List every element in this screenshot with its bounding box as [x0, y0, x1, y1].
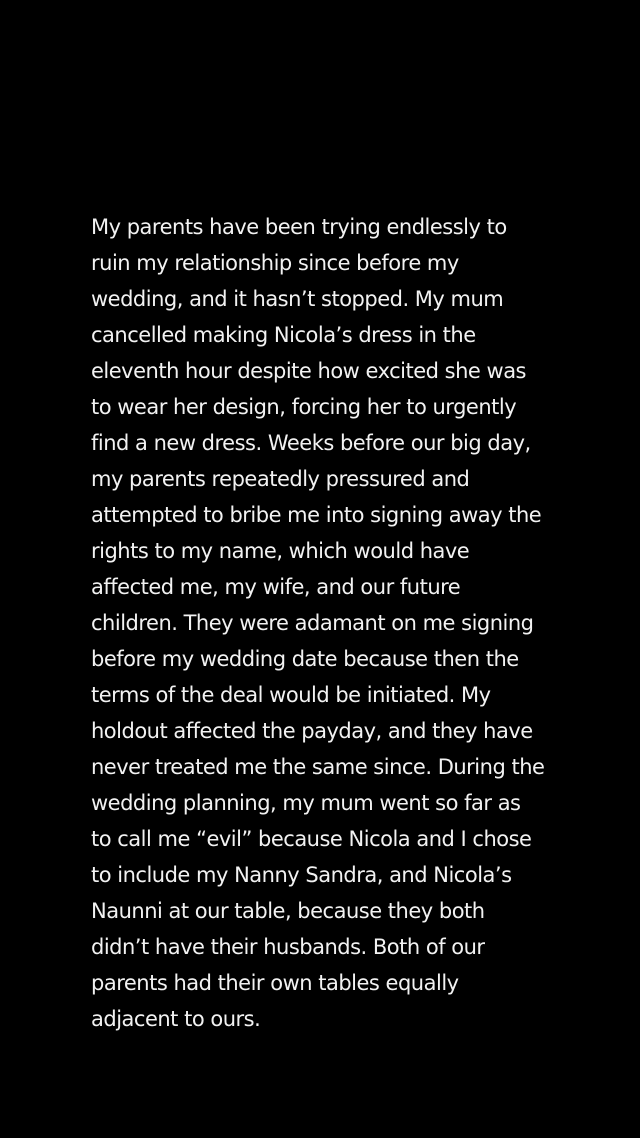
story-line-22: parents had their own tables equally [91, 971, 459, 995]
story-line-9: attempted to bribe me into signing away the [91, 503, 542, 527]
story-line-1: My parents have been trying endlessly to [91, 215, 507, 239]
story-line-13: before my wedding date because then the [91, 647, 519, 671]
story-line-6: to wear her design, forcing her to urgently [91, 395, 517, 419]
story-line-14: terms of the deal would be initiated. My [91, 683, 491, 707]
story-line-10: rights to my name, which would have [91, 539, 470, 563]
story-line-8: my parents repeatedly pressured and [91, 467, 470, 491]
story-line-7: find a new dress. Weeks before our big day, [91, 431, 531, 455]
story-line-15: holdout affected the payday, and they have [91, 719, 533, 743]
story-line-11: affected me, my wife, and our future [91, 575, 461, 599]
story-line-18: to call me “evil” because Nicola and I chose [91, 827, 532, 851]
story-line-16: never treated me the same since. During the [91, 755, 545, 779]
story-line-19: to include my Nanny Sandra, and Nicola’s [91, 863, 512, 887]
story-line-12: children. They were adamant on me signing [91, 611, 534, 635]
story-line-3: wedding, and it hasn’t stopped. My mum [91, 287, 504, 311]
story-line-17: wedding planning, my mum went so far as [91, 791, 521, 815]
story-line-23: adjacent to ours. [91, 1007, 261, 1031]
story-line-2: ruin my relationship since before my [91, 251, 459, 275]
story-line-21: didn’t have their husbands. Both of our [91, 935, 485, 959]
story-line-20: Naunni at our table, because they both [91, 899, 485, 923]
story-text-block [91, 209, 611, 1037]
story-line-5: eleventh hour despite how excited she was [91, 359, 526, 383]
story-line-4: cancelled making Nicola’s dress in the [91, 323, 476, 347]
